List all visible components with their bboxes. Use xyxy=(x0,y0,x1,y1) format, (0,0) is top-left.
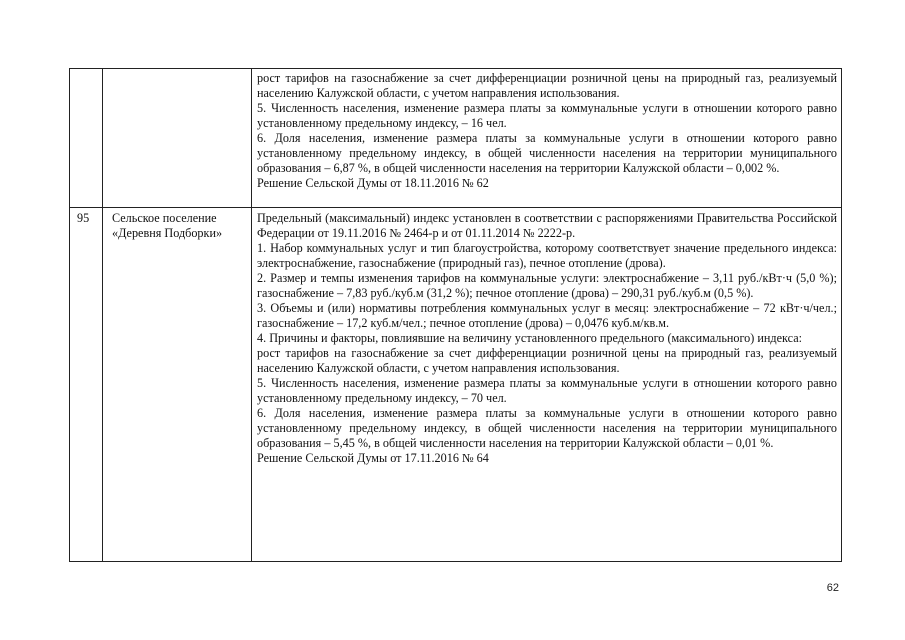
row-paragraph: 5. Численность населения, изменение размера платы за коммунальные услуги в отношении которого равно установленному предельному индексу, – 70 чел. xyxy=(257,376,837,405)
continuation-decision: Решение Сельской Думы от 18.11.2016 № 62 xyxy=(257,176,489,190)
row-number: 95 xyxy=(77,211,90,225)
row-paragraph: 3. Объемы и (или) нормативы потребления коммунальных услуг в месяц: электроснабжение – 72 кВт·ч/чел.; газоснабжение – 17,2 куб.м/чел.; печное отопление (дрова) – 0,0476 куб.м/кв.м. xyxy=(257,301,837,330)
row-paragraph: Предельный (максимальный) индекс установлен в соответствии с распоряжениями Правительства Российской Федерации от 19.11.2016 № 2464-р и от 01.11.2014 № 2222-р. xyxy=(257,211,837,240)
row-divider xyxy=(70,207,841,208)
continuation-paragraph: 6. Доля населения, изменение размера платы за коммунальные услуги в отношении которого равно установленному предельному индексу, в общей численности населения на территории муниципального образования – 6,87 %, в общей численности населения на территории Калужской области – 0,002 %. xyxy=(257,131,837,175)
row-details-cell xyxy=(257,211,837,466)
column-divider-name xyxy=(251,69,252,561)
column-divider-number xyxy=(102,69,103,561)
row-decision: Решение Сельской Думы от 17.11.2016 № 64 xyxy=(257,451,489,465)
continuation-cell xyxy=(257,71,837,191)
continuation-paragraph: рост тарифов на газоснабжение за счет дифференциации розничной цены на природный газ, реализуемый населению Калужской области, с учетом направления использования. xyxy=(257,71,837,100)
tariff-table xyxy=(69,68,842,562)
page-number: 62 xyxy=(826,582,839,594)
continuation-paragraph: 5. Численность населения, изменение размера платы за коммунальные услуги в отношении которого равно установленному предельному индексу, – 16 чел. xyxy=(257,101,837,130)
row-paragraph: рост тарифов на газоснабжение за счет дифференциации розничной цены на природный газ, реализуемый населению Калужской области, с учетом направления использования. xyxy=(257,346,837,375)
row-paragraph: 1. Набор коммунальных услуг и тип благоустройства, которому соответствует значение предельного индекса: электроснабжение, газоснабжение (природный газ), печное отопление (дрова). xyxy=(257,241,837,270)
row-paragraph: 2. Размер и темпы изменения тарифов на коммунальные услуги: электроснабжение – 3,11 руб./кВт·ч (5,0 %); газоснабжение – 7,83 руб./куб.м (31,2 %); печное отопление (дрова) – 290,31 руб./куб.м (0,5 %). xyxy=(257,271,837,300)
row-paragraph: 4. Причины и факторы, повлиявшие на величину установленного предельного (максимального) индекса: xyxy=(257,331,803,345)
row-paragraph: 6. Доля населения, изменение размера платы за коммунальные услуги в отношении которого равно установленному предельному индексу, в общей численности населения на территории муниципального образования – 5,45 %, в общей численности населения на территории Калужской области – 0,01 %. xyxy=(257,406,837,450)
municipality-name: Сельское поселение «Деревня Подборки» xyxy=(112,211,223,240)
